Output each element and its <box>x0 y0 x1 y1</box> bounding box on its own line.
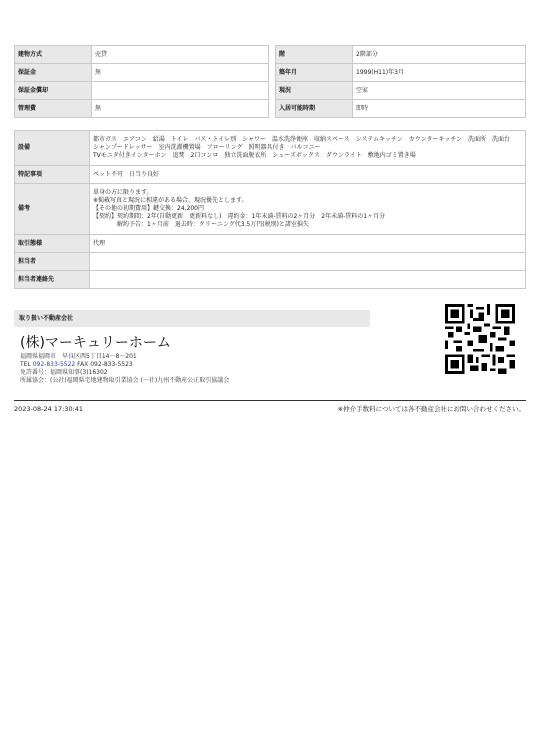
table-row <box>15 100 269 118</box>
property-detail-table <box>14 130 526 289</box>
row-value <box>90 271 526 289</box>
company-phone-line <box>20 361 133 369</box>
agency-section-header: 取り扱い不動産会社 <box>14 310 370 327</box>
row-label: 保証金 <box>15 64 92 82</box>
row-label: 現況 <box>276 82 353 100</box>
table-row <box>276 64 526 82</box>
property-summary-right-table <box>275 45 526 118</box>
row-value: 単身の方に限ります。 ※掲載写真と現況に相違がある場合、現況優先とします。 【その他の初期費用】鍵交換：24,200円 【契約】契約期間：2年(自動更新 更新料なし) 違約金：1年未満-賃料の2ヶ月分 2年未満-賃料の1ヶ月分 解約予告：1ヶ月前 退去時：クリーニング代3.5万円(税別)と諸室損失 <box>90 184 526 235</box>
row-value: 売貸 <box>92 46 269 64</box>
table-row <box>15 131 526 166</box>
table-row <box>15 253 526 271</box>
commission-notice: ※仲介手数料については各不動産会社にお問い合わせください。 <box>337 405 525 413</box>
row-label: 担当者連絡先 <box>15 271 90 289</box>
table-row <box>276 100 526 118</box>
table-row <box>15 46 269 64</box>
row-label: 特記事項 <box>15 166 90 184</box>
row-value: 無 <box>92 64 269 82</box>
row-label: 保証金償却 <box>15 82 92 100</box>
row-label: 取引態様 <box>15 235 90 253</box>
row-value: 2階部分 <box>353 46 526 64</box>
table-row <box>15 82 269 100</box>
row-value: 都市ガス エアコン 給湯 トイレ バス・トイレ別 シャワー 温水洗浄便座 収納スペース システムキッチン カウンターキッチン 洗面所 洗面台 シャンプードレッサー 室内洗濯機置場 フローリング 照明器具付き バルコニー TVモニタ付きインターホン 追焚 2口コンロ 独立洗面脱衣所 シューズボックス ダウンライト 敷地内ゴミ置き場 <box>90 131 526 166</box>
table-row <box>15 64 269 82</box>
row-label: 設備 <box>15 131 90 166</box>
footer-divider <box>14 400 526 401</box>
row-value: 1999(H11)年3月 <box>353 64 526 82</box>
tel-link[interactable]: 092-833-5522 <box>32 361 76 368</box>
row-value: 無 <box>92 100 269 118</box>
row-label: 備考 <box>15 184 90 235</box>
table-row <box>15 166 526 184</box>
row-value: 代理 <box>90 235 526 253</box>
tel-label: TEL <box>20 361 31 368</box>
table-row <box>276 46 526 64</box>
qr-code-icon <box>445 304 515 374</box>
table-row <box>276 82 526 100</box>
license-number: 免許番号：福岡県知事(3)16302 <box>20 369 108 376</box>
association-info: 所属協会：(公社)福岡県宅地建物取引業協会 (一社)九州不動産公正取引協議会 <box>20 377 230 384</box>
row-value: ペット不可 日当り良好 <box>90 166 526 184</box>
row-value: 即時 <box>353 100 526 118</box>
property-summary-left-table <box>14 45 269 118</box>
table-row <box>15 271 526 289</box>
row-label: 担当者 <box>15 253 90 271</box>
row-value <box>90 253 526 271</box>
fax-number: 092-833-5523 <box>90 361 133 368</box>
row-label: 入居可能時期 <box>276 100 353 118</box>
print-timestamp: 2023-08-24 17:30:41 <box>14 405 84 413</box>
row-label: 築年月 <box>276 64 353 82</box>
row-label: 建物方式 <box>15 46 92 64</box>
company-address: 福岡県福岡市 早良区西5丁目14－8－201 <box>20 353 137 360</box>
row-label: 管理費 <box>15 100 92 118</box>
row-value <box>92 82 269 100</box>
row-label: 階 <box>276 46 353 64</box>
table-row <box>15 235 526 253</box>
fax-label: FAX <box>77 361 89 368</box>
row-value: 空家 <box>353 82 526 100</box>
table-row <box>15 184 526 235</box>
company-name: (株)マーキュリーホーム <box>20 335 171 351</box>
